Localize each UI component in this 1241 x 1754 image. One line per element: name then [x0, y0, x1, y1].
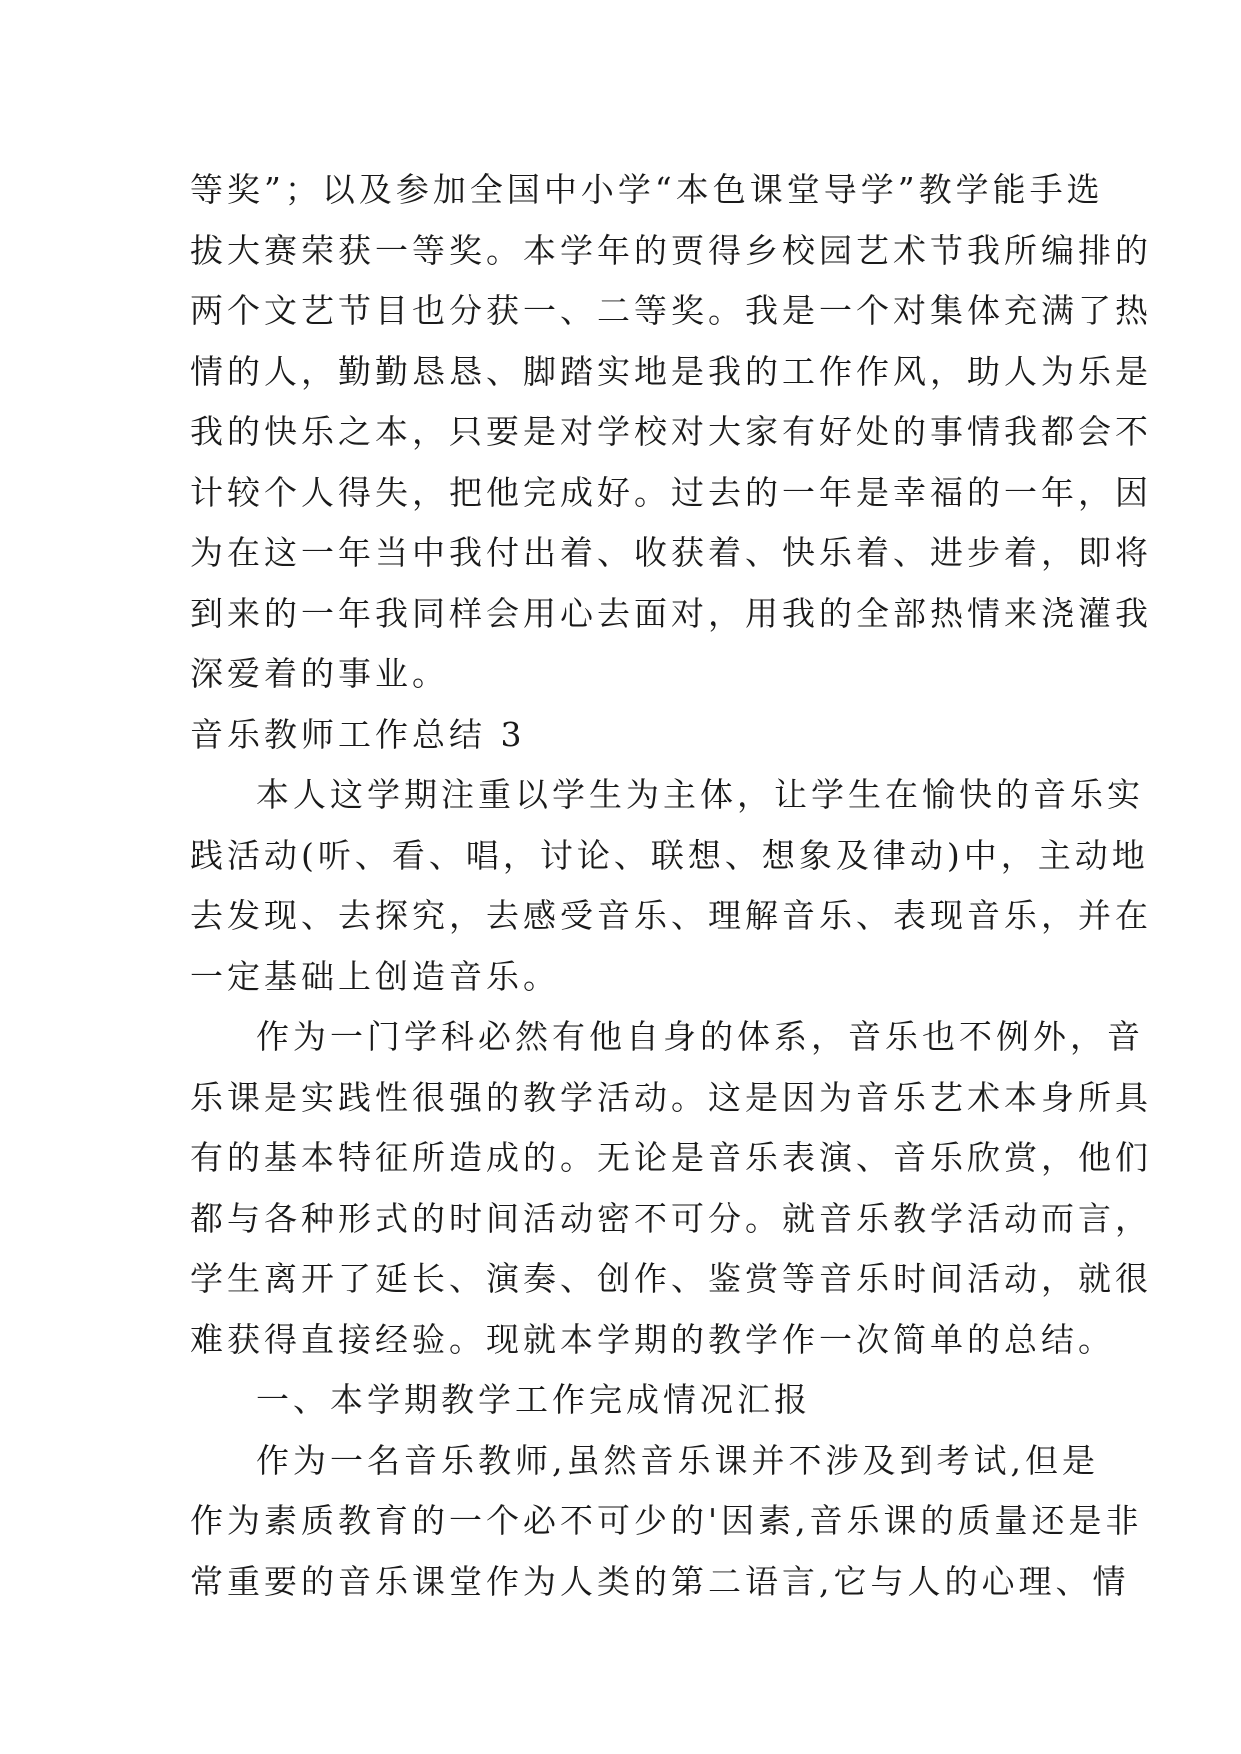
text-line: 等奖”；以及参加全国中小学“本色课堂导学”教学能手选 [190, 170, 1104, 209]
text-line: 作为一名音乐教师,虽然音乐课并不涉及到考试,但是 [256, 1440, 1099, 1480]
text-line: 拔大赛荣获一等奖。本学年的贾得乡校园艺术节我所编排的 [190, 230, 1152, 270]
text-line: 常重要的音乐课堂作为人类的第二语言,它与人的心理、情 [190, 1561, 1130, 1601]
text-line: 一定基础上创造音乐。 [190, 956, 560, 996]
section-heading: 音乐教师工作总结 3 [190, 714, 526, 754]
text-line: 到来的一年我同样会用心去面对，用我的全部热情来浇灌我 [190, 593, 1152, 633]
text-line: 去发现、去探究，去感受音乐、理解音乐、表现音乐，并在 [190, 896, 1152, 935]
text-line: 深爱着的事业。 [190, 654, 449, 693]
text-line: 作为素质教育的一个必不可少的'因素,音乐课的质量还是非 [190, 1501, 1143, 1540]
text-line: 情的人，勤勤恳恳、脚踏实地是我的工作作风，助人为乐是 [190, 351, 1152, 391]
text-line: 难获得直接经验。现就本学期的教学作一次简单的总结。 [190, 1319, 1115, 1359]
text-line: 乐课是实践性很强的教学活动。这是因为音乐艺术本身所具 [190, 1077, 1152, 1117]
text-line: 计较个人得失，把他完成好。过去的一年是幸福的一年，因 [190, 472, 1152, 512]
text-line: 学生离开了延长、演奏、创作、鉴赏等音乐时间活动，就很 [190, 1259, 1152, 1298]
document-body [190, 160, 1152, 1612]
subsection-heading: 一、本学期教学工作完成情况汇报 [256, 1380, 811, 1419]
text-line: 为在这一年当中我付出着、收获着、快乐着、进步着，即将 [190, 533, 1152, 572]
text-line: 作为一门学科必然有他自身的体系，音乐也不例外，音 [256, 1017, 1144, 1056]
text-line: 我的快乐之本，只要是对学校对大家有好处的事情我都会不 [190, 412, 1152, 451]
text-line: 有的基本特征所造成的。无论是音乐表演、音乐欣赏，他们 [190, 1138, 1152, 1177]
text-line: 两个文艺节目也分获一、二等奖。我是一个对集体充满了热 [190, 291, 1152, 330]
text-line: 践活动(听、看、唱，讨论、联想、想象及律动)中，主动地 [190, 835, 1149, 875]
text-line: 都与各种形式的时间活动密不可分。就音乐教学活动而言， [190, 1198, 1152, 1238]
text-line: 本人这学期注重以学生为主体，让学生在愉快的音乐实 [256, 775, 1144, 814]
